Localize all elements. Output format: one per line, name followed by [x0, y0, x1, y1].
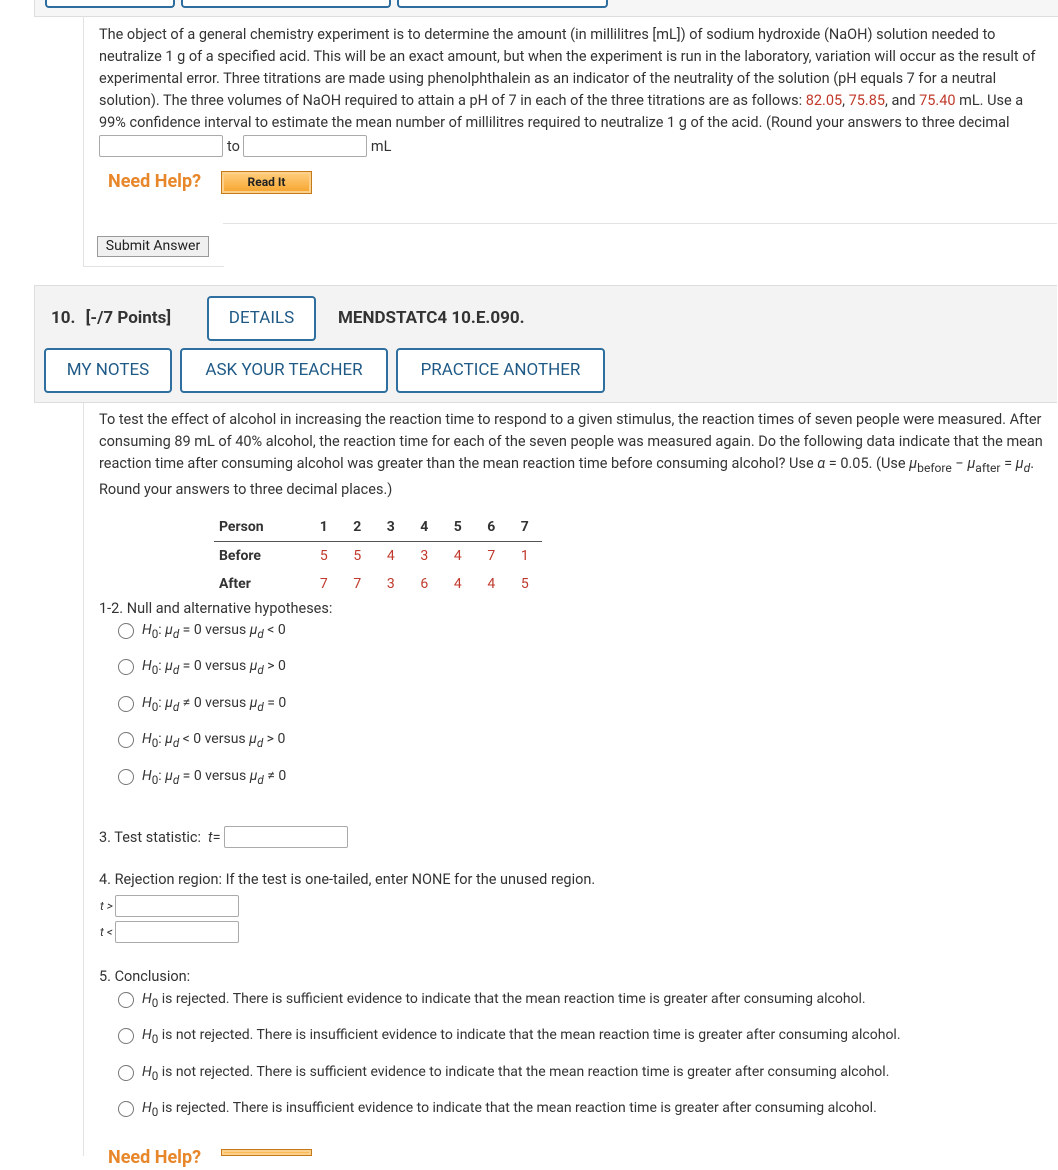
table-cell: 4 [487, 576, 496, 592]
hypotheses-label: 1-2. Null and alternative hypotheses: [99, 600, 333, 617]
interval-answer-row [99, 134, 391, 158]
h-subscript: 0 [151, 699, 159, 714]
h-symbol: H [142, 1100, 152, 1116]
subscript-d: d [257, 626, 264, 641]
null-op: < 0 [179, 731, 202, 747]
versus: versus [201, 622, 250, 638]
subscript-d: d [172, 626, 180, 641]
null-op: = 0 [179, 768, 202, 784]
h-symbol: H [142, 768, 152, 784]
rejection-lower-input[interactable] [115, 921, 239, 943]
conclusion-text: is rejected. There is sufficient evidence to indicate that the mean reaction time is greater after consuming alcohol. [158, 991, 866, 1007]
table-cell: 4 [420, 519, 429, 535]
read-it-button[interactable]: Read It [221, 171, 312, 194]
conclusion-text: is not rejected. There is sufficient evidence to indicate that the mean reaction time is greater after consuming alcohol. [158, 1064, 890, 1080]
value-3: 75.40 [919, 92, 956, 109]
radio-button[interactable] [118, 1028, 134, 1044]
conclusion-text: is not rejected. There is insufficient evidence to indicate that the mean reaction time is greater after consuming alcohol. [158, 1027, 901, 1043]
test-statistic-label: 3. Test statistic: [99, 828, 201, 846]
t-greater-label: t > [100, 899, 113, 913]
alt-op: = 0 [263, 695, 287, 711]
h-symbol: H [142, 658, 152, 674]
interval-upper-input[interactable] [243, 135, 367, 157]
null-op: ≠ 0 [179, 695, 202, 711]
h-symbol: H [142, 991, 152, 1007]
versus: versus [201, 768, 250, 784]
data-table [214, 513, 542, 598]
conclusion-option[interactable] [118, 991, 866, 1010]
mu-symbol: μ [249, 768, 258, 784]
colon: : [158, 695, 166, 711]
question-card-border [83, 403, 84, 1156]
rejection-lower-row [100, 920, 239, 944]
question-number [51, 308, 171, 328]
versus: versus [201, 731, 250, 747]
separator: , and [885, 92, 920, 109]
test-statistic-input[interactable] [224, 826, 348, 848]
separator: , [842, 92, 849, 109]
subscript-after: after [975, 460, 1001, 475]
mu-symbol: μ [249, 622, 258, 638]
radio-button[interactable] [118, 696, 134, 712]
h-subscript: 0 [151, 662, 159, 677]
table-row-label: After [219, 576, 251, 592]
table-row [214, 542, 542, 571]
colon: : [158, 658, 166, 674]
h-symbol: H [142, 1027, 152, 1043]
details-button[interactable]: DETAILS [207, 296, 316, 341]
radio-button[interactable] [118, 1101, 134, 1117]
table-cell: 3 [386, 519, 395, 535]
conclusion-text: is rejected. There is insufficient evidence to indicate that the mean reaction time is greater after consuming alcohol. [158, 1100, 877, 1116]
rejection-region-label: 4. Rejection region: If the test is one-tailed, enter NONE for the unused region. [99, 871, 596, 888]
question-text-end: mL. Use a 99% confidence interval to estimate the mean number of millilitres required to neutralize 1 g of the acid. (Round your answers to three decimal [99, 92, 1024, 131]
table-cell: 1 [520, 548, 529, 564]
need-help-label: Need Help? [108, 171, 202, 192]
mu-symbol: μ [909, 455, 918, 472]
hypothesis-option[interactable] [118, 622, 286, 641]
data-table-wrapper [214, 513, 542, 598]
table-cell: 4 [386, 548, 395, 564]
subscript-d: d [172, 699, 180, 714]
hypothesis-option[interactable] [118, 695, 286, 714]
conclusion-option[interactable] [118, 1064, 889, 1083]
mu-symbol: μ [165, 768, 173, 784]
table-header-label: Person [219, 519, 264, 535]
radio-button[interactable] [118, 769, 134, 785]
alt-op: > 0 [263, 658, 286, 674]
null-op: = 0 [179, 658, 202, 674]
subscript-d: d [257, 772, 264, 787]
mu-symbol: μ [1015, 455, 1024, 472]
h-symbol: H [142, 695, 152, 711]
radio-button[interactable] [118, 623, 134, 639]
h-subscript: 0 [151, 1068, 159, 1083]
practice-another-button[interactable]: PRACTICE ANOTHER [396, 348, 605, 393]
table-header-row [214, 513, 542, 542]
h-subscript: 0 [151, 626, 159, 641]
ask-your-teacher-button[interactable]: ASK YOUR TEACHER [180, 348, 388, 393]
subscript-d: d [1023, 460, 1031, 475]
table-cell: 5 [319, 548, 328, 564]
table-cell: 6 [487, 519, 496, 535]
table-cell: 2 [353, 519, 362, 535]
subscript-d: d [256, 735, 264, 750]
my-notes-button[interactable]: MY NOTES [44, 348, 172, 393]
mu-symbol: μ [165, 658, 173, 674]
minus: − [951, 455, 968, 472]
versus: versus [201, 695, 250, 711]
mu-symbol: μ [249, 658, 258, 674]
table-cell: 7 [353, 576, 362, 592]
table-cell: 5 [453, 519, 462, 535]
alt-op: ≠ 0 [263, 768, 287, 784]
table-cell: 7 [319, 576, 328, 592]
previous-header-button[interactable] [181, 0, 391, 8]
colon: : [158, 768, 166, 784]
mu-symbol: μ [967, 455, 976, 472]
conclusion-label: 5. Conclusion: [99, 968, 191, 985]
t-symbol: t [208, 828, 213, 846]
alt-op: < 0 [263, 622, 286, 638]
rejection-upper-row [100, 894, 239, 918]
alt-op: > 0 [263, 731, 286, 747]
subscript-d: d [172, 735, 180, 750]
radio-button[interactable] [118, 1065, 134, 1081]
h-subscript: 0 [151, 735, 159, 750]
to-label: to [227, 137, 240, 155]
table-cell: 7 [487, 548, 496, 564]
colon: : [158, 731, 166, 747]
alpha-value: = 0.05. (Use [825, 455, 910, 472]
table-row [214, 570, 542, 598]
radio-button[interactable] [118, 992, 134, 1008]
test-statistic-row [99, 825, 348, 849]
colon: : [158, 622, 166, 638]
table-cell: 4 [453, 576, 462, 592]
question-intro [99, 409, 1044, 501]
question-text: The object of a general chemistry experiment is to determine the amount (in millilitres [mL]) of sodium hydroxide (NaOH) solution needed to neutralize 1 g of a specified acid. This will be an exact amount, but when the experiment is run in the laboratory, variation will occur as the result of experimental error. Three titrations are made using phenolphthalein as an indicator of the neutrality of the solution (pH equals 7 for a neutral solution). The three volumes of NaOH required to attain a pH of 7 in each of the three titrations are as follows: [99, 26, 1036, 109]
previous-header-button[interactable] [45, 0, 175, 8]
t-less-label: t < [100, 925, 113, 939]
h-subscript: 0 [151, 772, 159, 787]
alpha-symbol: α [817, 455, 826, 472]
table-cell: 7 [520, 519, 529, 535]
read-it-button[interactable] [221, 1149, 312, 1156]
mu-symbol: μ [165, 695, 173, 711]
conclusion-option[interactable] [118, 1027, 901, 1046]
subscript-d: d [257, 662, 264, 677]
h-subscript: 0 [151, 1031, 159, 1046]
table-cell: 4 [453, 548, 462, 564]
table-cell: 5 [520, 576, 529, 592]
h-subscript: 0 [151, 1104, 159, 1119]
subscript-d: d [257, 699, 264, 714]
unit-label: mL [370, 137, 392, 155]
radio-button[interactable] [118, 659, 134, 675]
h-symbol: H [142, 1064, 152, 1080]
need-help-label: Need Help? [108, 1147, 202, 1168]
hypothesis-option[interactable] [118, 768, 286, 787]
question-points: [-/7 Points] [85, 308, 172, 328]
value-1: 82.05 [805, 92, 843, 109]
equals: = [1000, 455, 1016, 472]
rejection-upper-input[interactable] [115, 895, 239, 917]
mu-symbol: μ [165, 622, 173, 638]
conclusion-option[interactable] [118, 1100, 877, 1119]
subscript-d: d [172, 772, 180, 787]
submit-answer-button[interactable]: Submit Answer [97, 236, 209, 257]
question-number-value: 10. [51, 308, 76, 328]
interval-lower-input[interactable] [99, 135, 223, 157]
h-symbol: H [142, 731, 152, 747]
subscript-d: d [172, 662, 180, 677]
versus: versus [201, 658, 250, 674]
divider [223, 223, 1057, 224]
h-subscript: 0 [151, 995, 159, 1010]
mu-symbol: μ [165, 731, 173, 747]
hypothesis-option[interactable] [118, 658, 286, 677]
radio-button[interactable] [118, 732, 134, 748]
table-cell: 6 [420, 576, 429, 592]
previous-header-button[interactable] [397, 0, 608, 8]
question-code: MENDSTATC4 10.E.090. [338, 308, 525, 328]
mu-symbol: μ [249, 695, 258, 711]
mu-symbol: μ [249, 731, 257, 747]
table-cell: 1 [319, 519, 328, 535]
intro-text: To test the effect of alcohol in increasing the reaction time to respond to a given stimulus, the reaction times of seven people were measured. After consuming 89 mL of 40% alcohol, the reaction time for each of the seven people was measured again. Do the following data indicate that the mean reaction time after consuming alcohol was greater than the mean reaction time before consuming alcohol? Use [99, 411, 1043, 472]
value-2: 75.85 [848, 92, 885, 109]
table-cell: 3 [420, 548, 429, 564]
table-row-label: Before [219, 548, 261, 564]
h-symbol: H [142, 622, 152, 638]
table-cell: 3 [386, 576, 395, 592]
intro-end: . Round your answers to three decimal places.) [99, 455, 1035, 498]
table-cell: 5 [353, 548, 362, 564]
null-op: = 0 [179, 622, 202, 638]
equals: = [212, 828, 221, 846]
hypothesis-option[interactable] [118, 731, 285, 750]
subscript-before: before [917, 460, 952, 475]
